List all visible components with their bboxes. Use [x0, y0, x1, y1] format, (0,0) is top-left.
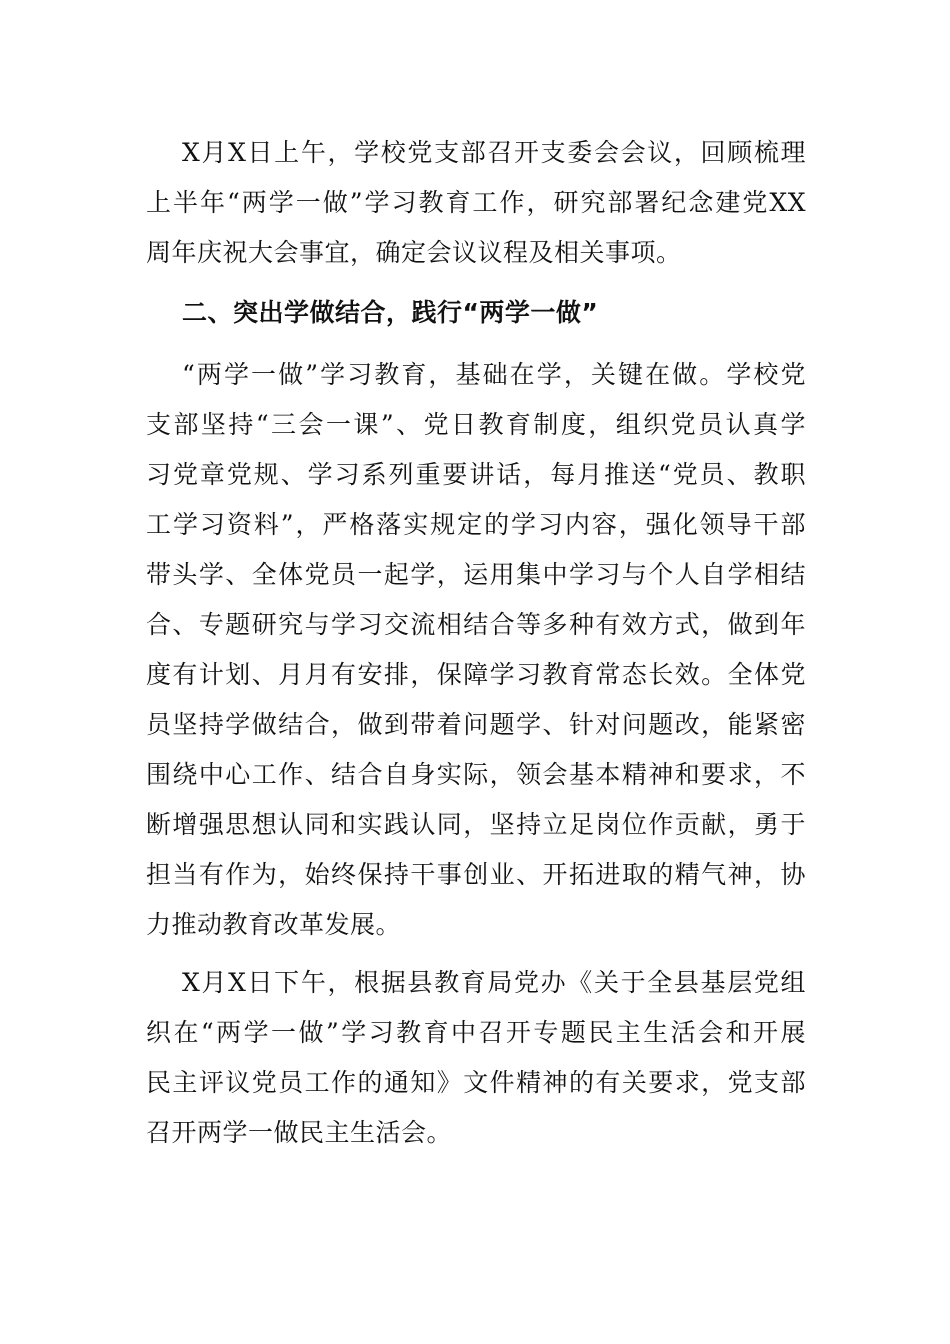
- paragraph-line: 合、专题研究与学习交流相结合等多种有效方式，做到年: [146, 610, 806, 639]
- paragraph-line: 度有计划、月月有安排，保障学习教育常态长效。全体党: [146, 660, 806, 689]
- paragraph-line: 织在“两学一做”学习教育中召开专题民主生活会和开展: [146, 1018, 806, 1047]
- paragraph-line: 上半年“两学一做”学习教育工作，研究部署纪念建党XX: [146, 188, 806, 217]
- paragraph-line: 力推动教育改革发展。: [146, 910, 402, 939]
- paragraph-line: “两学一做”学习教育，基础在学，关键在做。学校党: [182, 360, 806, 389]
- paragraph-line: 民主评议党员工作的通知》文件精神的有关要求，党支部: [146, 1068, 806, 1097]
- section-heading: 二、突出学做结合，践行“两学一做”: [182, 298, 599, 327]
- paragraph-meeting-review: [146, 128, 806, 278]
- paragraph-line: 支部坚持“三会一课”、党日教育制度，组织党员认真学: [146, 410, 806, 439]
- paragraph-line: 带头学、全体党员一起学，运用集中学习与个人自学相结: [146, 560, 806, 589]
- paragraph-line: X月X日下午，根据县教育局党办《关于全县基层党组: [182, 968, 806, 997]
- paragraph-line: 工学习资料”，严格落实规定的学习内容，强化领导干部: [146, 510, 806, 539]
- paragraph-line: 习党章党规、学习系列重要讲话，每月推送“党员、教职: [146, 460, 806, 489]
- paragraph-line: 担当有作为，始终保持干事创业、开拓进取的精气神，协: [146, 860, 806, 889]
- paragraph-line: 围绕中心工作、结合自身实际，领会基本精神和要求，不: [146, 760, 806, 789]
- paragraph-line: 员坚持学做结合，做到带着问题学、针对问题改，能紧密: [146, 710, 806, 739]
- paragraph-line: X月X日上午，学校党支部召开支委会会议，回顾梳理: [182, 138, 806, 167]
- paragraph-line: 断增强思想认同和实践认同，坚持立足岗位作贡献，勇于: [146, 810, 806, 839]
- paragraph-study-practice: [146, 350, 806, 950]
- paragraph-line: 召开两学一做民主生活会。: [146, 1118, 453, 1147]
- paragraph-democratic-meeting: [146, 958, 806, 1158]
- paragraph-line: 周年庆祝大会事宜，确定会议议程及相关事项。: [146, 238, 682, 267]
